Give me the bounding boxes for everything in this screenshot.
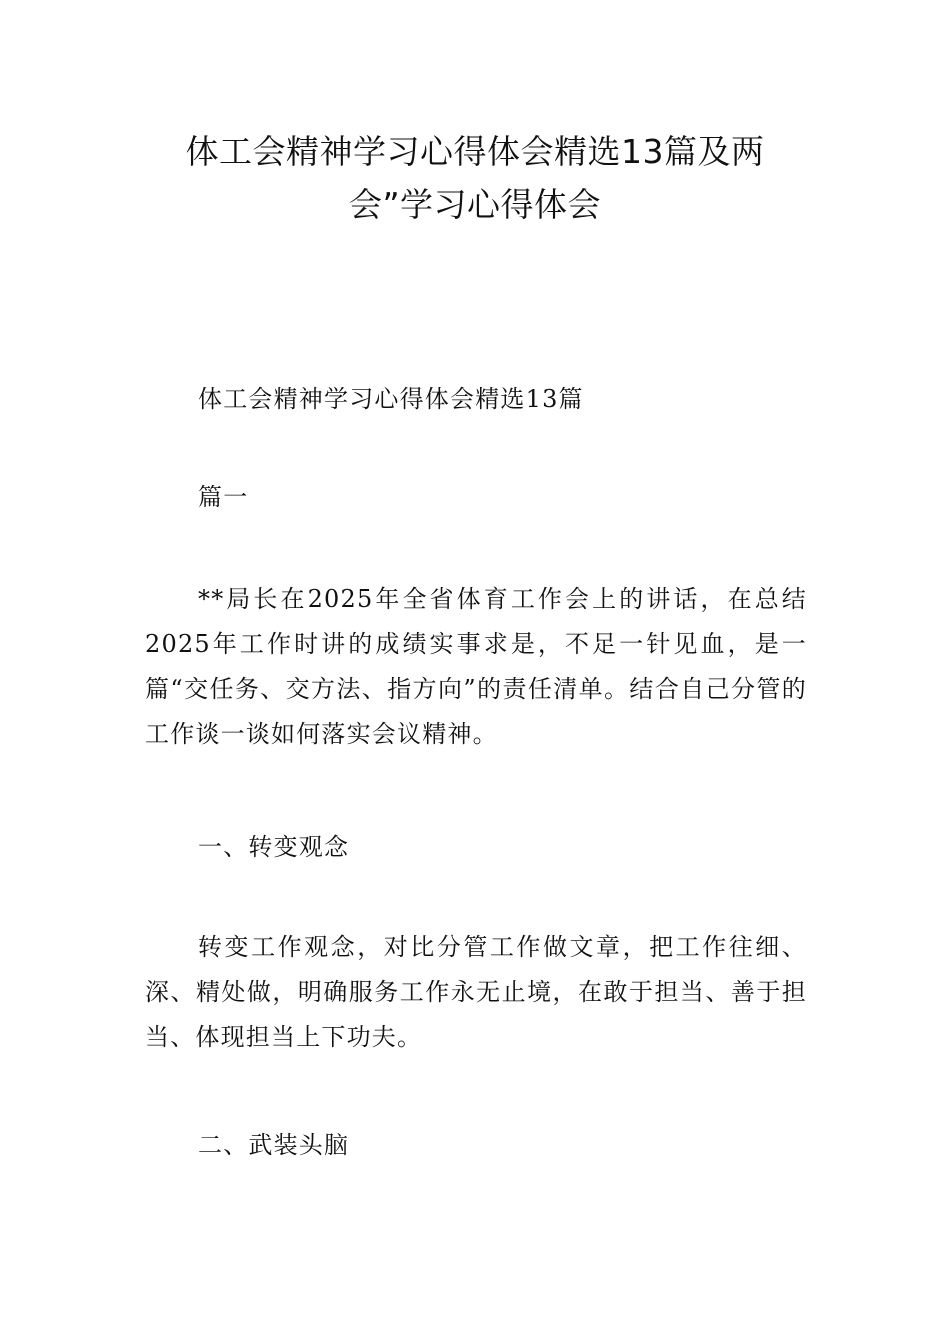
heading-2: 二、武装头脑 [198, 1131, 350, 1159]
paragraph-2: 转变工作观念，对比分管工作做文章，把工作往细、深、精处做，明确服务工作永无止境，在敢于担当、善于担当、体现担当上下功夫。 [145, 933, 807, 1051]
title-line-2: 会”学习心得体会 [348, 185, 602, 224]
paragraph-1: **局长在2025年全省体育工作会上的讲话，在总结2025年工作时讲的成绩实事求是，不足一针见血，是一篇“交任务、交方法、指方向”的责任清单。结合自己分管的工作谈一谈如何落实会议精神。 [145, 585, 807, 748]
title-line-1: 体工会精神学习心得体会精选13篇及两 [185, 132, 765, 171]
section-label: 篇一 [198, 483, 249, 511]
document-title [140, 125, 810, 231]
heading-1: 一、转变观念 [198, 833, 350, 861]
subtitle: 体工会精神学习心得体会精选13篇 [198, 385, 584, 413]
